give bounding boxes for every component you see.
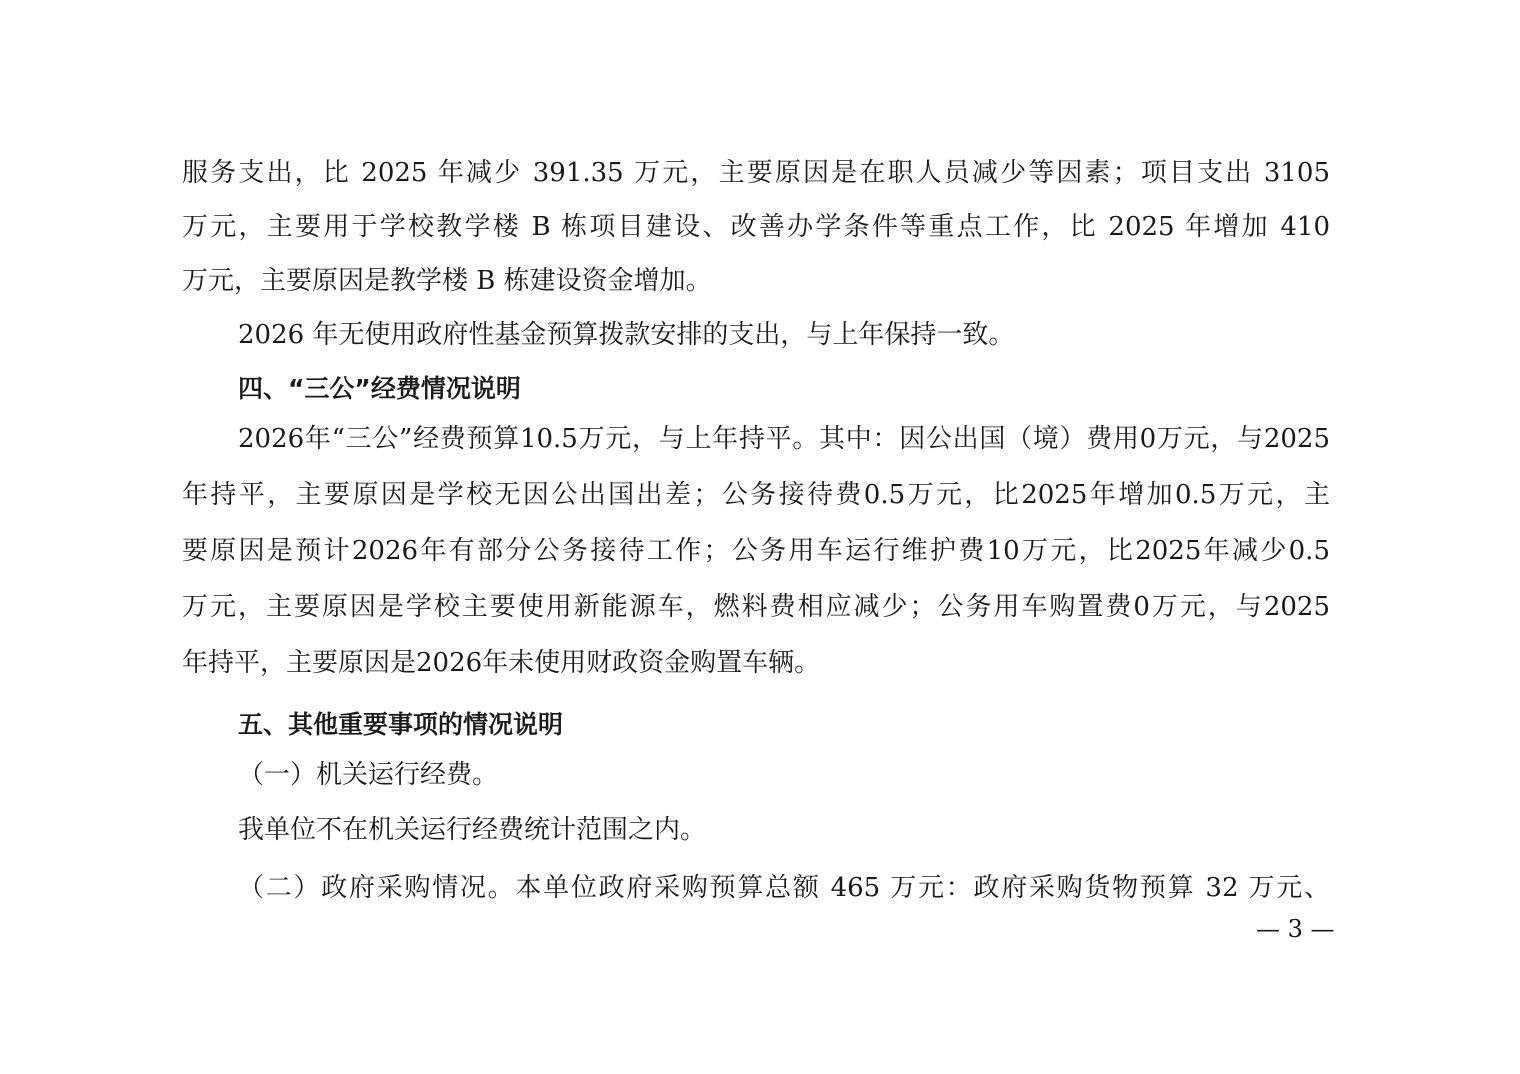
section-5-sub-1-text: 我单位不在机关运行经费统计范围之内。 (238, 815, 707, 845)
section-4-line-3: 要原因是预计2026年有部分公务接待工作；公务用车运行维护费10万元，比2025年减少0.5 (182, 536, 1330, 566)
section-4-line-1: 2026年“三公”经费预算10.5万元，与上年持平。其中：因公出国（境）费用0万元，与2025 (238, 424, 1330, 454)
section-5-sub-1-title: （一）机关运行经费。 (238, 760, 499, 790)
section-4-heading: 四、“三公”经费情况说明 (238, 374, 521, 403)
section-5-heading: 五、其他重要事项的情况说明 (238, 710, 564, 739)
section-4-line-5: 年持平，主要原因是2026年未使用财政资金购置车辆。 (182, 648, 821, 678)
paragraph-1-line-1: 服务支出，比 2025 年减少 391.35 万元，主要原因是在职人员减少等因素；项目支出 3105 (182, 158, 1330, 188)
paragraph-1-line-2: 万元，主要用于学校教学楼 B 栋项目建设、改善办学条件等重点工作，比 2025 年增加 410 (182, 212, 1330, 242)
section-4-line-2: 年持平，主要原因是学校无因公出国出差；公务接待费0.5万元，比2025年增加0.5万元，主 (182, 480, 1330, 510)
section-5-sub-2-text: （二）政府采购情况。本单位政府采购预算总额 465 万元：政府采购货物预算 32 万元、 (238, 873, 1330, 903)
page-number: — 3 — (1256, 915, 1335, 943)
section-4-line-4: 万元，主要原因是学校主要使用新能源车，燃料费相应减少；公务用车购置费0万元，与2025 (182, 592, 1330, 622)
paragraph-1-line-3: 万元，主要原因是教学楼 B 栋建设资金增加。 (182, 266, 712, 296)
paragraph-2: 2026 年无使用政府性基金预算拨款安排的支出，与上年保持一致。 (238, 320, 1015, 350)
